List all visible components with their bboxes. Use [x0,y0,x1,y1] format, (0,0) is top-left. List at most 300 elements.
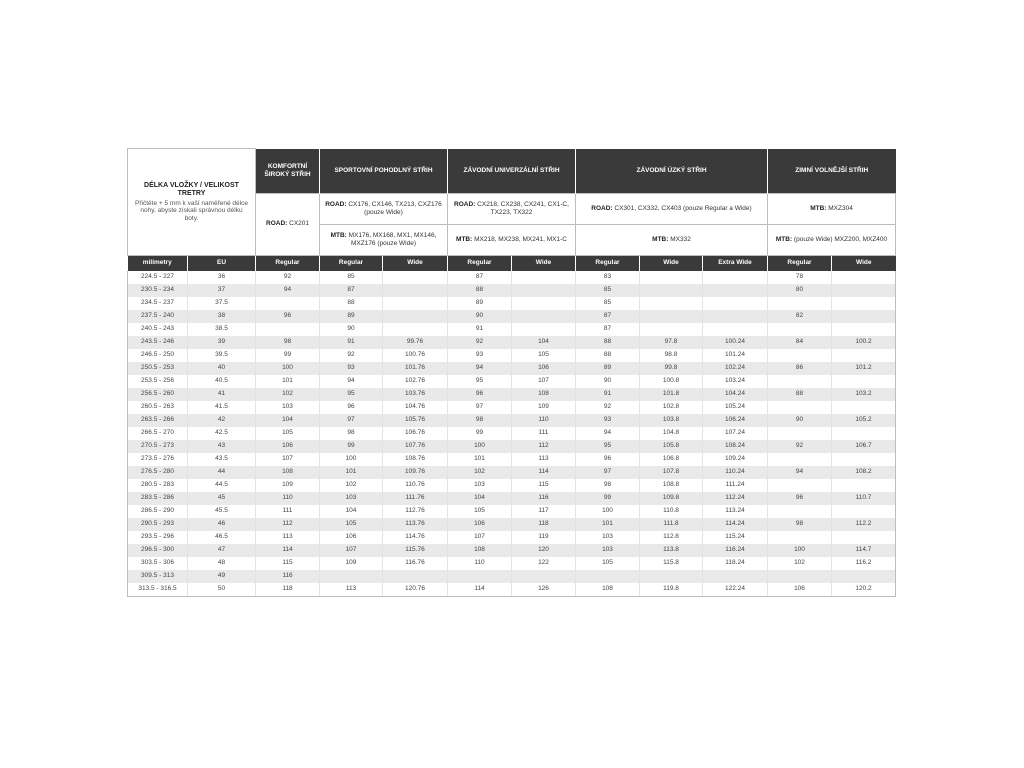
table-cell: 91 [320,336,383,349]
table-cell [832,310,896,323]
table-cell: 116.24 [703,544,768,557]
table-cell: 112 [512,440,576,453]
table-cell [703,570,768,583]
table-cell [832,427,896,440]
table-cell: 101 [256,375,320,388]
table-cell: 88 [768,388,832,401]
table-cell [703,271,768,284]
table-cell: 113 [256,531,320,544]
table-row [128,336,896,349]
table-cell: 107 [512,375,576,388]
table-cell: 276.5 - 280 [128,466,188,479]
table-cell: 88 [320,297,383,310]
table-cell: 45 [188,492,256,505]
table-cell: 99.8 [640,362,703,375]
table-cell [703,297,768,310]
table-cell [768,531,832,544]
table-cell [640,284,703,297]
table-cell: 104 [448,492,512,505]
col-header-eu: EU [188,255,256,271]
table-cell: 95 [320,388,383,401]
table-cell: 101.8 [640,388,703,401]
table-cell: 111.24 [703,479,768,492]
table-cell [832,401,896,414]
table-cell: 96 [320,401,383,414]
table-cell: 105 [576,557,640,570]
table-cell [768,427,832,440]
table-cell: 303.5 - 306 [128,557,188,570]
table-cell: 105 [256,427,320,440]
table-cell: 280.5 - 283 [128,479,188,492]
table-cell: 113.8 [640,544,703,557]
table-row [128,479,896,492]
table-cell: 103 [448,479,512,492]
table-cell: 237.5 - 240 [128,310,188,323]
table-cell: 116 [512,492,576,505]
table-cell: 105.2 [832,414,896,427]
size-chart-table [127,148,896,597]
table-cell: 93 [576,414,640,427]
table-cell: 99 [448,427,512,440]
table-cell [832,453,896,466]
table-cell: 40 [188,362,256,375]
table-cell: 116.76 [383,557,448,570]
table-cell: 106 [448,518,512,531]
table-cell: 106 [768,583,832,597]
table-cell: 87 [576,323,640,336]
table-cell [256,323,320,336]
table-cell: 115 [256,557,320,570]
table-cell: 109.24 [703,453,768,466]
table-cell: 110.76 [383,479,448,492]
table-cell: 104 [512,336,576,349]
table-cell: 103.8 [640,414,703,427]
table-cell [832,297,896,310]
table-cell: 90 [320,323,383,336]
table-cell: 102 [448,466,512,479]
table-cell: 38.5 [188,323,256,336]
table-cell [832,505,896,518]
table-cell: 47 [188,544,256,557]
table-cell: 86 [768,362,832,375]
table-cell: 38 [188,310,256,323]
table-cell [320,570,383,583]
table-cell: 43.5 [188,453,256,466]
table-cell: 115.8 [640,557,703,570]
size-rows [128,271,896,597]
table-cell [768,297,832,310]
table-cell: 98 [448,414,512,427]
table-row [128,557,896,570]
table-cell: 230.5 - 234 [128,284,188,297]
col-header-universal-wide: Wide [512,255,576,271]
table-cell [383,297,448,310]
winter-mtb-models-top: MTB: MXZ304 [768,193,896,224]
table-cell: 119.8 [640,583,703,597]
table-cell: 93 [448,349,512,362]
sport-mtb-models: MTB: MX176, MX168, MX1, MX146, MXZ176 (pouze Wide) [320,224,448,255]
table-cell: 108.76 [383,453,448,466]
table-cell: 90 [576,375,640,388]
table-cell [768,401,832,414]
table-cell: 117 [512,505,576,518]
table-cell: 100 [320,453,383,466]
table-cell: 120.2 [832,583,896,597]
table-cell: 107.24 [703,427,768,440]
table-cell: 100.8 [640,375,703,388]
table-cell: 87 [320,284,383,297]
table-cell: 114.7 [832,544,896,557]
table-cell: 92 [256,271,320,284]
table-cell: 99 [320,440,383,453]
table-cell: 118 [256,583,320,597]
table-cell [703,323,768,336]
col-header-narrow-extra-wide: Extra Wide [703,255,768,271]
table-row [128,362,896,375]
category-sport: SPORTOVNÍ POHODLNÝ STŘIH [320,149,448,194]
table-cell [512,310,576,323]
table-cell: 120.76 [383,583,448,597]
table-cell: 246.5 - 250 [128,349,188,362]
table-cell: 37.5 [188,297,256,310]
table-cell: 118.24 [703,557,768,570]
table-row [128,388,896,401]
table-cell: 104 [320,505,383,518]
table-cell: 106.24 [703,414,768,427]
table-cell: 90 [768,414,832,427]
universal-mtb-models: MTB: MX218, MX238, MX241, MX1-C [448,224,576,255]
table-cell [703,284,768,297]
table-row [128,453,896,466]
table-cell [832,349,896,362]
table-cell [576,570,640,583]
table-cell: 270.5 - 273 [128,440,188,453]
table-cell: 78 [768,271,832,284]
table-cell [383,284,448,297]
table-cell: 113 [320,583,383,597]
table-cell [512,323,576,336]
table-cell [383,271,448,284]
table-cell: 260.5 - 263 [128,401,188,414]
table-cell: 111 [512,427,576,440]
table-cell: 114 [256,544,320,557]
table-cell: 102 [256,388,320,401]
table-cell: 115.24 [703,531,768,544]
table-cell: 107.76 [383,440,448,453]
table-cell: 116.2 [832,557,896,570]
table-cell: 108.8 [640,479,703,492]
table-cell: 273.5 - 276 [128,453,188,466]
table-cell: 107 [256,453,320,466]
column-header-row [128,255,896,271]
table-cell: 92 [448,336,512,349]
table-cell: 109 [256,479,320,492]
table-cell: 100.24 [703,336,768,349]
table-row [128,505,896,518]
table-cell [640,323,703,336]
category-race-universal: ZÁVODNÍ UNIVERZÁLNÍ STŘIH [448,149,576,194]
table-cell [512,297,576,310]
table-cell: 89 [576,362,640,375]
table-cell: 266.5 - 270 [128,427,188,440]
table-cell [383,570,448,583]
table-cell: 39 [188,336,256,349]
table-row [128,583,896,597]
table-cell: 99.76 [383,336,448,349]
table-cell: 290.5 - 293 [128,518,188,531]
table-cell: 103.2 [832,388,896,401]
table-cell: 97 [448,401,512,414]
table-cell: 108.24 [703,440,768,453]
table-cell: 113.24 [703,505,768,518]
table-cell: 111.8 [640,518,703,531]
col-header-narrow-regular: Regular [576,255,640,271]
table-cell: 114 [512,466,576,479]
table-cell: 126 [512,583,576,597]
table-row [128,271,896,284]
comfort-models: ROAD: CX201 [256,193,320,255]
table-cell: 243.5 - 246 [128,336,188,349]
table-cell: 94 [448,362,512,375]
table-cell: 113 [512,453,576,466]
col-header-narrow-wide: Wide [640,255,703,271]
table-cell: 45.5 [188,505,256,518]
table-cell: 91 [448,323,512,336]
col-header-comfort-regular: Regular [256,255,320,271]
table-cell [832,375,896,388]
table-cell: 108 [256,466,320,479]
table-row [128,297,896,310]
table-cell: 256.5 - 260 [128,388,188,401]
table-cell [256,297,320,310]
table-cell: 43 [188,440,256,453]
table-cell: 87 [448,271,512,284]
table-cell [832,323,896,336]
table-cell: 114 [448,583,512,597]
table-cell: 100 [576,505,640,518]
table-cell: 110.8 [640,505,703,518]
table-cell: 110 [512,414,576,427]
table-cell [383,323,448,336]
table-cell: 253.5 - 256 [128,375,188,388]
narrow-mtb-models: MTB: MX332 [576,224,768,255]
table-cell: 99 [576,492,640,505]
table-cell: 95 [448,375,512,388]
size-note: Přičtěte + 5 mm k vaší naměřené délce nohy, abyste získali správnou délku boty. [135,199,248,222]
table-cell [832,271,896,284]
table-cell: 50 [188,583,256,597]
table-cell: 283.5 - 286 [128,492,188,505]
table-cell: 293.5 - 296 [128,531,188,544]
table-cell: 41 [188,388,256,401]
table-cell: 88 [576,349,640,362]
col-header-winter-wide: Wide [832,255,896,271]
col-header-winter-regular: Regular [768,255,832,271]
table-cell: 115.76 [383,544,448,557]
table-row [128,349,896,362]
table-cell: 313.5 - 316.5 [128,583,188,597]
table-cell: 94 [320,375,383,388]
table-cell: 105.8 [640,440,703,453]
table-cell: 309.5 - 313 [128,570,188,583]
table-cell: 103 [576,544,640,557]
table-cell: 48 [188,557,256,570]
table-cell: 224.5 - 227 [128,271,188,284]
table-cell: 112.76 [383,505,448,518]
table-cell: 110.7 [832,492,896,505]
table-cell: 98 [768,518,832,531]
table-cell: 100 [256,362,320,375]
table-cell: 96 [768,492,832,505]
table-cell: 101.76 [383,362,448,375]
table-row [128,531,896,544]
table-cell: 118 [512,518,576,531]
table-cell: 102 [768,557,832,570]
table-cell: 114.24 [703,518,768,531]
table-cell: 113.76 [383,518,448,531]
table-cell: 98.8 [640,349,703,362]
table-cell: 105 [512,349,576,362]
table-cell: 94 [576,427,640,440]
table-cell: 116 [256,570,320,583]
table-cell: 36 [188,271,256,284]
table-cell: 85 [576,297,640,310]
table-cell: 114.76 [383,531,448,544]
table-cell: 250.5 - 253 [128,362,188,375]
table-cell: 108 [512,388,576,401]
table-cell: 108.2 [832,466,896,479]
size-title: DÉLKA VLOŽKY / VELIKOST TRETRY [144,181,239,197]
table-cell: 122.24 [703,583,768,597]
table-cell: 97 [576,466,640,479]
table-cell: 93 [320,362,383,375]
table-cell: 106.8 [640,453,703,466]
category-race-narrow: ZÁVODNÍ ÚZKÝ STŘIH [576,149,768,194]
table-cell: 94 [768,466,832,479]
table-row [128,323,896,336]
table-cell: 106 [512,362,576,375]
table-cell [512,570,576,583]
table-cell: 87 [576,310,640,323]
table-cell: 92 [768,440,832,453]
table-cell: 100 [768,544,832,557]
col-header-mm: milimetry [128,255,188,271]
winter-mtb-models: MTB: (pouze Wide) MXZ200, MXZ400 [768,224,896,255]
table-cell: 286.5 - 290 [128,505,188,518]
table-cell: 104.8 [640,427,703,440]
table-cell: 41.5 [188,401,256,414]
table-cell: 105.24 [703,401,768,414]
table-cell [768,349,832,362]
table-cell: 105.76 [383,414,448,427]
table-cell: 82 [768,310,832,323]
table-cell: 44 [188,466,256,479]
table-cell: 37 [188,284,256,297]
table-cell: 97.8 [640,336,703,349]
table-cell [383,310,448,323]
table-cell: 240.5 - 243 [128,323,188,336]
table-cell [512,284,576,297]
table-cell: 102.76 [383,375,448,388]
table-cell: 122 [512,557,576,570]
table-row [128,544,896,557]
table-cell: 119 [512,531,576,544]
table-cell [448,570,512,583]
table-cell: 90 [448,310,512,323]
table-cell: 112.8 [640,531,703,544]
table-cell [703,310,768,323]
table-cell: 103.24 [703,375,768,388]
col-header-universal-regular: Regular [448,255,512,271]
table-cell: 109 [320,557,383,570]
table-cell [832,531,896,544]
table-cell [768,453,832,466]
table-cell: 98 [576,479,640,492]
table-cell: 100.2 [832,336,896,349]
size-header-cell [128,149,256,256]
table-cell [768,375,832,388]
table-cell [832,570,896,583]
table-cell: 96 [576,453,640,466]
table-cell: 101.2 [832,362,896,375]
table-cell: 102.8 [640,401,703,414]
table-cell: 40.5 [188,375,256,388]
table-cell: 39.5 [188,349,256,362]
table-cell: 107 [448,531,512,544]
table-cell: 88 [576,336,640,349]
table-cell: 44.5 [188,479,256,492]
table-cell: 101 [576,518,640,531]
table-cell [640,310,703,323]
table-row [128,375,896,388]
table-cell: 107 [320,544,383,557]
table-cell: 96 [448,388,512,401]
table-cell [768,505,832,518]
category-winter: ZIMNÍ VOLNĚJŠÍ STŘIH [768,149,896,194]
table-cell: 100.76 [383,349,448,362]
table-cell: 109.8 [640,492,703,505]
col-header-sport-regular: Regular [320,255,383,271]
table-cell: 106.76 [383,427,448,440]
table-cell: 263.5 - 266 [128,414,188,427]
table-cell: 104.76 [383,401,448,414]
table-row [128,440,896,453]
table-cell: 110 [448,557,512,570]
table-cell: 42 [188,414,256,427]
table-cell: 98 [256,336,320,349]
table-cell: 95 [576,440,640,453]
table-cell: 110 [256,492,320,505]
table-cell: 104.24 [703,388,768,401]
table-cell: 112.24 [703,492,768,505]
table-row [128,570,896,583]
table-cell: 101 [320,466,383,479]
table-cell [768,323,832,336]
table-row [128,466,896,479]
table-cell: 42.5 [188,427,256,440]
table-cell: 103 [320,492,383,505]
table-cell: 49 [188,570,256,583]
table-cell [640,297,703,310]
table-cell: 103 [576,531,640,544]
table-row [128,401,896,414]
table-cell: 89 [320,310,383,323]
category-comfort: KOMFORTNÍ ŠIROKÝ STŘIH [256,149,320,194]
table-cell: 109 [512,401,576,414]
table-cell [640,570,703,583]
table-cell: 99 [256,349,320,362]
table-cell: 84 [768,336,832,349]
